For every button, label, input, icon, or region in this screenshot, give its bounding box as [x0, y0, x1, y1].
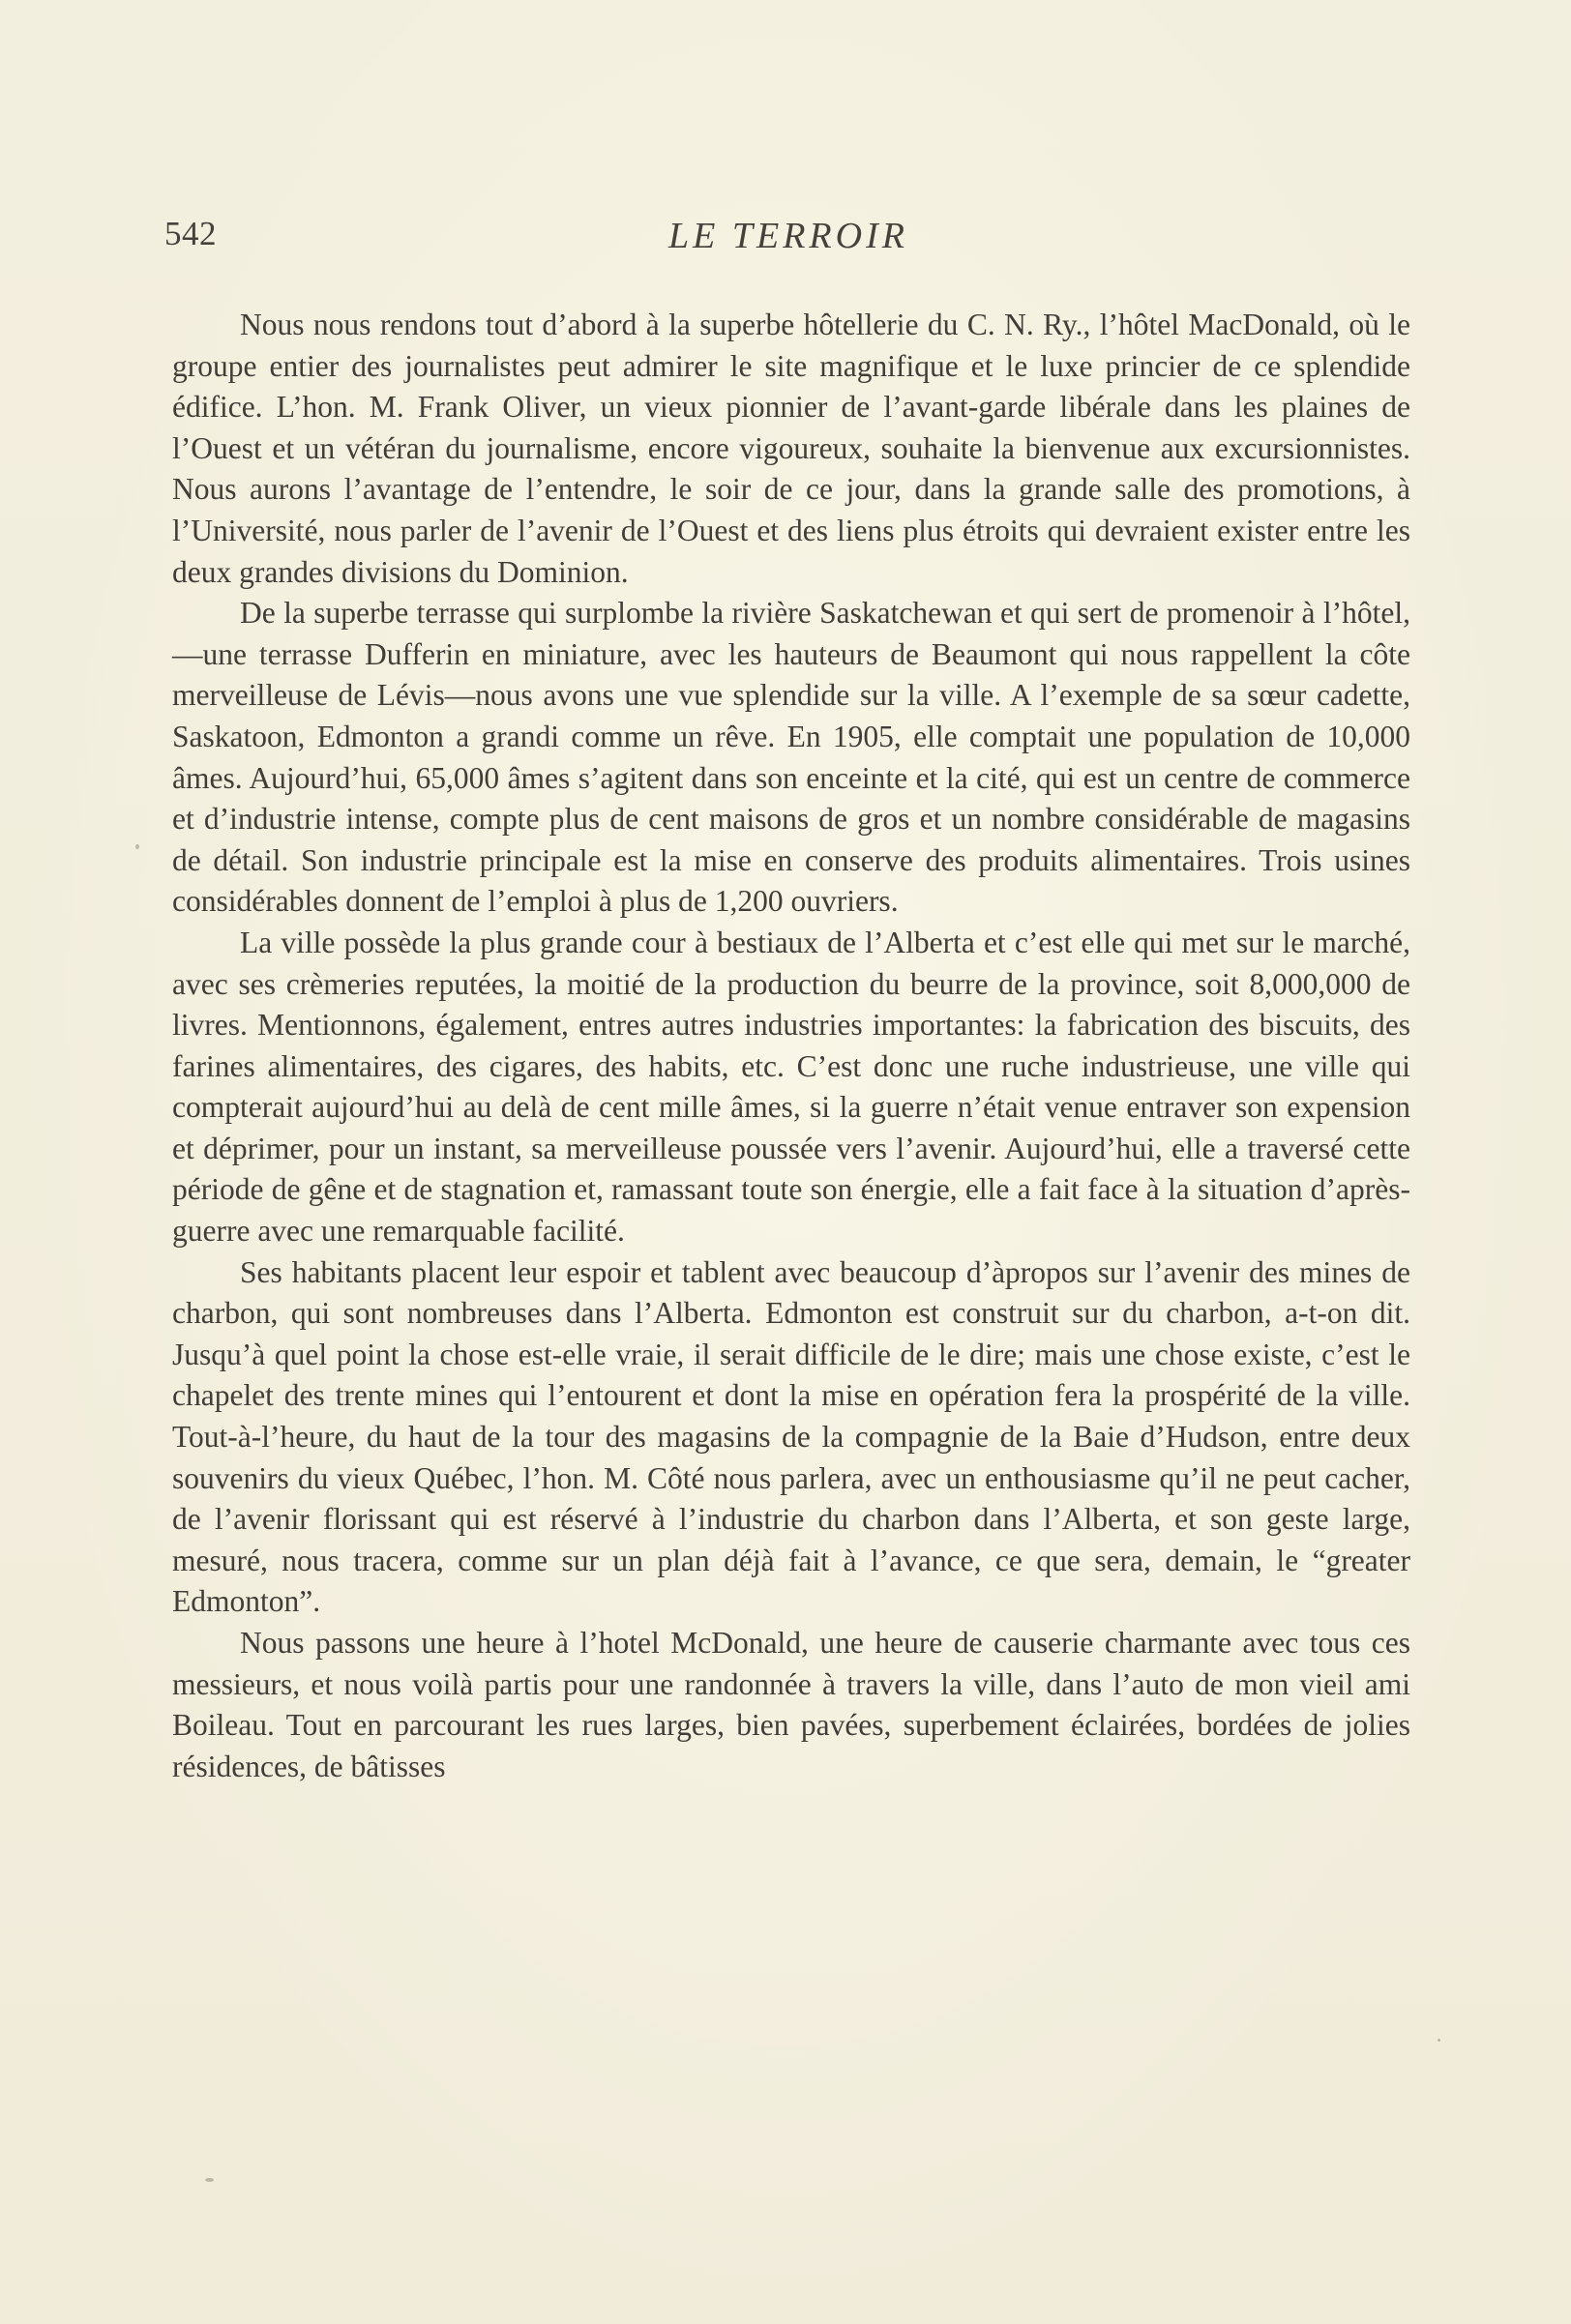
- paragraph: De la superbe terrasse qui surplombe la rivière Saskatchewan et qui sert de promenoir à l’hôtel,—une terrasse Dufferin en miniature, avec les hauteurs de Beaumont qui nous rappellent la côte merveilleuse de Lévis—nous avons une vue splendide sur la ville. A l’exemple de sa sœur cadette, Saskatoon, Edmonton a grandi comme un rêve. En 1905, elle comptait une population de 10,000 âmes. Aujourd’hui, 65,000 âmes s’agitent dans son enceinte et la cité, qui est un centre de commerce et d’industrie intense, compte plus de cent maisons de gros et un nombre considérable de magasins de détail. Son industrie principale est la mise en conserve des produits alimentaires. Trois usines considérables donnent de l’emploi à plus de 1,200 ouvriers.: [172, 596, 1410, 919]
- running-head: [164, 215, 1412, 263]
- paragraph: Nous nous rendons tout d’abord à la superbe hôtellerie du C. N. Ry., l’hôtel MacDonald, où le groupe entier des journalistes peut admirer le site magnifique et le luxe princier de ce splendide édifice. L’hon. M. Frank Oliver, un vieux pionnier de l’avant-garde libérale dans les plaines de l’Ouest et un vétéran du journalisme, encore vigoureux, souhaite la bienvenue aux excursionnistes. Nous aurons l’avantage de l’entendre, le soir de ce jour, dans la grande salle des promotions, à l’Université, nous parler de l’avenir de l’Ouest et des liens plus étroits qui devraient exister entre les deux grandes divisions du Dominion.: [172, 308, 1410, 589]
- paragraph: Ses habitants placent leur espoir et tablent avec beaucoup d’àpropos sur l’avenir des mines de charbon, qui sont nombreuses dans l’Alberta. Edmonton est construit sur du charbon, a-t-on dit. Jusqu’à quel point la chose est-elle vraie, il serait difficile de le dire; mais une chose existe, c’est le chapelet des trente mines qui l’entourent et dont la mise en opération fera la prospérité de la ville. Tout-à-l’heure, du haut de la tour des magasins de la compagnie de la Baie d’Hudson, entre deux souvenirs du vieux Québec, l’hon. M. Côté nous parlera, avec un enthousiasme qu’il ne peut cacher, de l’avenir florissant qui est réservé à l’industrie du charbon dans l’Alberta, et son geste large, mesuré, nous tracera, comme sur un plan déjà fait à l’avance, ce que sera, demain, le “greater Edmonton”.: [172, 1254, 1410, 1619]
- ink-speck: [1438, 2039, 1440, 2042]
- paragraph: Nous passons une heure à l’hotel McDonald, une heure de causerie charmante avec tous ces messieurs, et nous voilà partis pour une randonnée à travers la ville, dans l’auto de mon vieil ami Boileau. Tout en parcourant les rues larges, bien pavées, superbement éclairées, bordées de jolies résidences, de bâtisses: [172, 1626, 1410, 1783]
- body-text: [172, 305, 1410, 1787]
- ink-speck: [205, 2178, 214, 2182]
- paragraph: La ville possède la plus grande cour à bestiaux de l’Alberta et c’est elle qui met sur le marché, avec ses crèmeries reputées, la moitié de la production du beurre de la province, soit 8,000,000 de livres. Mentionnons, également, entres autres industries importantes: la fabrication des biscuits, des farines alimentaires, des cigares, des habits, etc. C’est donc une ruche industrieuse, une ville qui compterait aujourd’hui au delà de cent mille âmes, si la guerre n’était venue entraver son expension et déprimer, pour un instant, sa merveilleuse poussée vers l’avenir. Aujourd’hui, elle a traversé cette période de gêne et de stagnation et, ramassant toute son énergie, elle a fait face à la situation d’après-guerre avec une remarquable facilité.: [172, 925, 1410, 1249]
- ink-speck: [135, 844, 139, 849]
- page-number: 542: [164, 215, 217, 252]
- journal-title: LE TERROIR: [668, 216, 908, 256]
